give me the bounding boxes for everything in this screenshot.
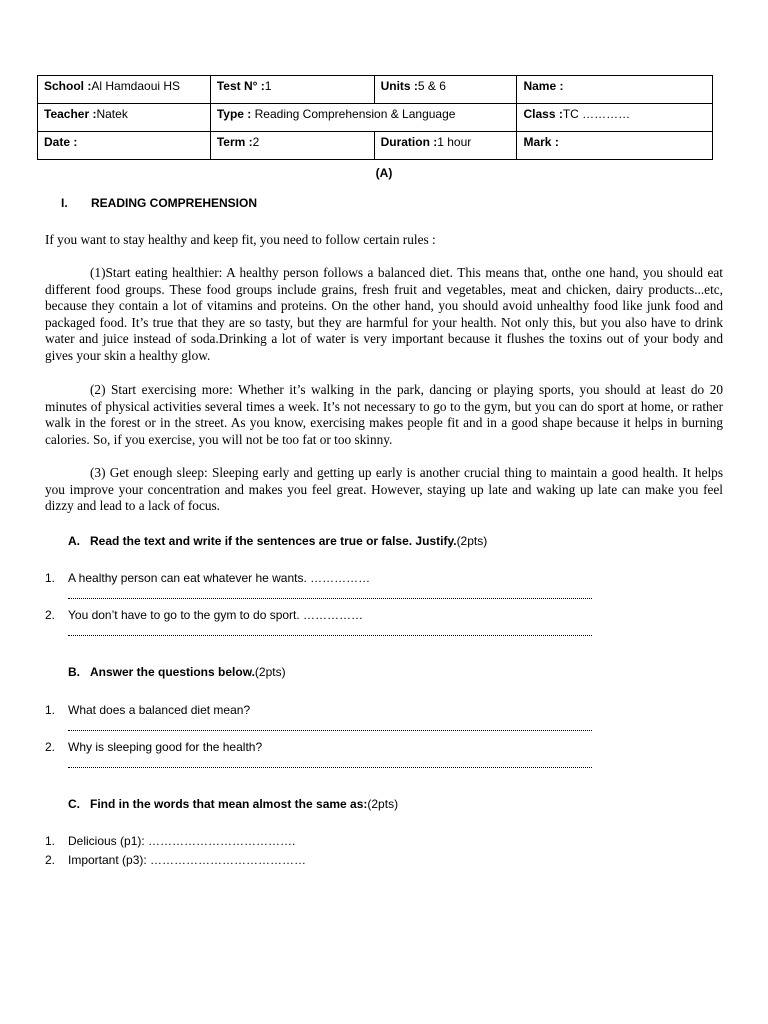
term-cell: Term :2 bbox=[210, 132, 374, 160]
teacher-cell: Teacher :Natek bbox=[38, 104, 211, 132]
part-a-item-1: 1. A healthy person can eat whatever he wants. …………… bbox=[45, 571, 371, 585]
part-a-instruction: A. Read the text and write if the sentences are true or false. Justify.(2pts) bbox=[68, 534, 488, 548]
date-cell: Date : bbox=[38, 132, 211, 160]
reading-paragraph-3: (3) Get enough sleep: Sleeping early and getting up early is another crucial thing to maintain a good health. It helps you improve your concentration and makes you feel great. However, staying up late and waking up late can make you feel dizzy and lead to a lack of focus. bbox=[45, 465, 723, 514]
answer-line[interactable] bbox=[68, 767, 592, 768]
section-number: I. bbox=[61, 196, 68, 210]
duration-cell: Duration :1 hour bbox=[374, 132, 517, 160]
answer-line[interactable] bbox=[68, 635, 592, 636]
header-row bbox=[38, 104, 713, 132]
units-cell: Units :5 & 6 bbox=[374, 76, 517, 104]
part-b-instruction: B. Answer the questions below.(2pts) bbox=[68, 665, 286, 679]
reading-paragraph-1: (1)Start eating healthier: A healthy person follows a balanced diet. This means that, onthe one hand, you should eat different food groups. These food groups include grains, fresh fruit and vegetables, meat and chicken, dairy products...etc, because they contain a lot of vitamins and proteins. On the other hand, you should avoid unhealthy food like junk food and packaged food. It’s true that they are so tasty, but they are harmful for your health. Not only this, but you also have to drink water and juice instead of soda.Drinking a lot of water is very important because it flushes the toxins out of your body and gives your skin a healthy glow. bbox=[45, 265, 723, 363]
mark-cell: Mark : bbox=[517, 132, 713, 160]
part-a-item-2: 2. You don’t have to go to the gym to do sport. …………… bbox=[45, 608, 364, 622]
header-row bbox=[38, 76, 713, 104]
class-cell: Class :TC ………… bbox=[517, 104, 713, 132]
school-cell: School :Al Hamdaoui HS bbox=[38, 76, 211, 104]
answer-line[interactable] bbox=[68, 598, 592, 599]
header-row bbox=[38, 132, 713, 160]
part-c-item-1[interactable]: 1. Delicious (p1): ………………………………. bbox=[45, 834, 296, 848]
part-c-item-2[interactable]: 2. Important (p3): ………………………………… bbox=[45, 853, 307, 867]
answer-line[interactable] bbox=[68, 730, 592, 731]
type-cell: Type : Reading Comprehension & Language bbox=[210, 104, 517, 132]
section-label: (A) bbox=[375, 166, 393, 180]
reading-section-title bbox=[61, 196, 257, 210]
part-b-item-1: 1. What does a balanced diet mean? bbox=[45, 703, 251, 717]
reading-paragraph-2: (2) Start exercising more: Whether it’s walking in the park, dancing or playing sports, you should at least do 20 minutes of physical activities several times a week. It’s not necessary to go to the gym, but you can do sport at home, or rather walk in the forest or in the street. As you know, exercising makes people fit and in a good shape because it helps in burning calories. So, if you exercise, you will not be too fat or too skinny. bbox=[45, 382, 723, 447]
name-cell: Name : bbox=[517, 76, 713, 104]
part-c-instruction: C. Find in the words that mean almost the same as:(2pts) bbox=[68, 797, 399, 811]
test-number-cell: Test N° :1 bbox=[210, 76, 374, 104]
exam-header-table bbox=[37, 75, 713, 160]
part-b-item-2: 2. Why is sleeping good for the health? bbox=[45, 740, 263, 754]
reading-intro: If you want to stay healthy and keep fit, you need to follow certain rules : bbox=[45, 232, 436, 247]
section-title-text: READING COMPREHENSION bbox=[91, 196, 258, 210]
